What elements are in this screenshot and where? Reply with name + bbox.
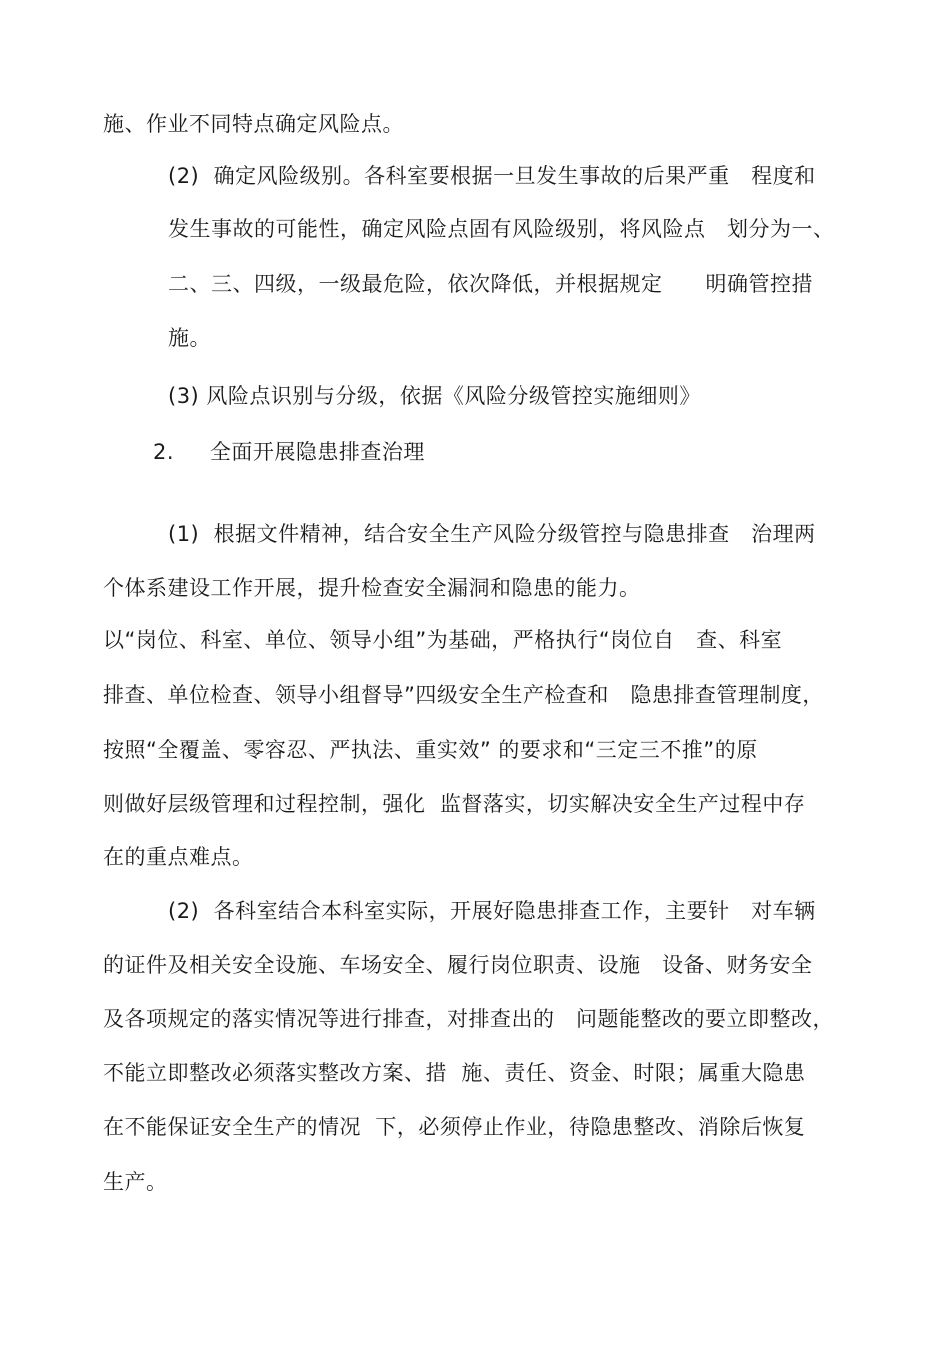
- text-line: (2) 确定风险级别。各科室要根据一旦发生事故的后果严重 程度和: [168, 164, 816, 188]
- text-line: 发生事故的可能性，确定风险点固有风险级别，将风险点 划分为一、: [168, 217, 835, 241]
- text-line: 二、三、四级，一级最危险，依次降低，并根据规定 明确管控措: [168, 272, 814, 296]
- text-line: (3) 风险点识别与分级，依据《风险分级管控实施细则》: [168, 384, 701, 408]
- text-line: (2) 各科室结合本科室实际，开展好隐患排查工作，主要针 对车辆: [168, 899, 816, 923]
- text-line: 及各项规定的落实情况等进行排查，对排查出的 问题能整改的要立即整改，: [103, 1007, 835, 1031]
- text-line: 个体系建设工作开展，提升检查安全漏洞和隐患的能力。: [103, 576, 641, 600]
- text-line: 排查、单位检查、领导小组督导”四级安全生产检查和 隐患排查管理制度，: [103, 683, 824, 707]
- text-line: 生产。: [103, 1170, 168, 1194]
- text-line: 在的重点难点。: [103, 845, 254, 869]
- text-line: 则做好层级管理和过程控制，强化 监督落实，切实解决安全生产过程中存: [103, 792, 806, 816]
- text-line: 施。: [168, 326, 211, 350]
- section-heading: 2. 全面开展隐患排查治理: [153, 440, 425, 464]
- text-line: (1) 根据文件精神，结合安全生产风险分级管控与隐患排查 治理两: [168, 522, 816, 546]
- text-line: 以“岗位、科室、单位、领导小组”为基础，严格执行“岗位自 查、科室: [103, 628, 783, 652]
- text-line: 在不能保证安全生产的情况 下，必须停止作业，待隐患整改、消除后恢复: [103, 1115, 806, 1139]
- text-line: 按照“全覆盖、零容忍、严执法、重实效” 的要求和“三定三不推”的原: [103, 738, 758, 762]
- text-line: 不能立即整改必须落实整改方案、措 施、责任、资金、时限；属重大隐患: [103, 1061, 806, 1085]
- text-line: 施、作业不同特点确定风险点。: [103, 112, 404, 136]
- text-line: 的证件及相关安全设施、车场安全、履行岗位职责、设施 设备、财务安全: [103, 953, 813, 977]
